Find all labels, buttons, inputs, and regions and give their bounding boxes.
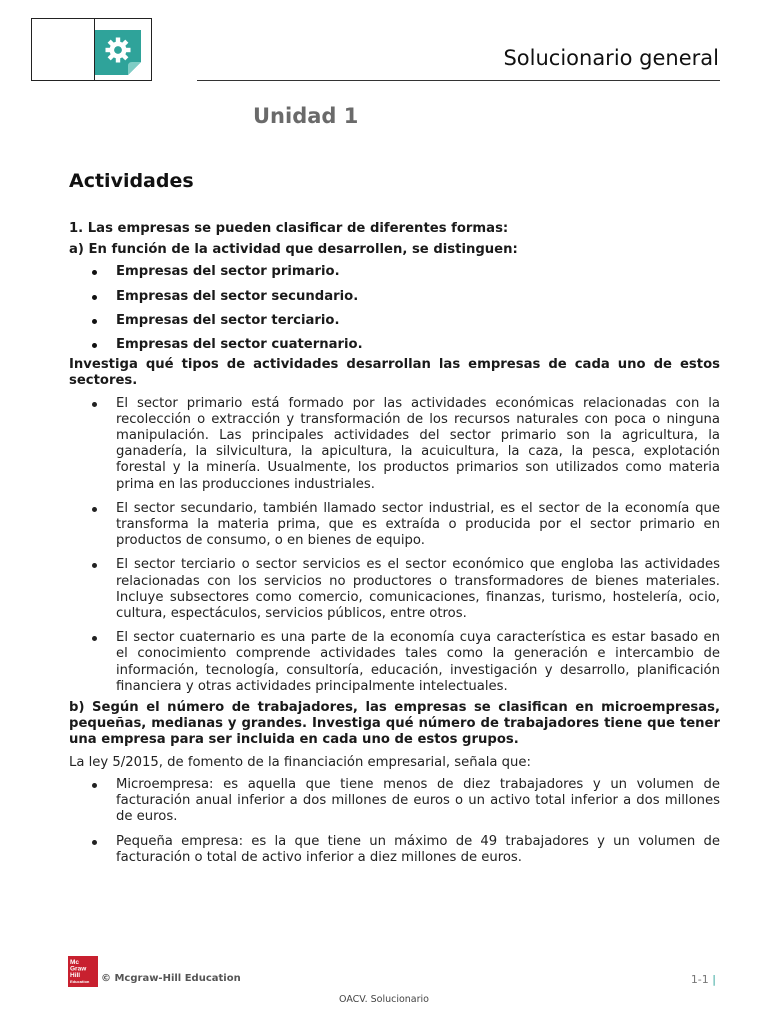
list-item — [69, 834, 720, 866]
bullet-icon — [92, 563, 97, 568]
answer-text: El sector cuaternario es una parte de la economía cuya característica es estar basado en el conocimiento comprende actividades tales como la generación e intercambio de información, tecnología, consultoría, educación, investigación y desarrollo, planificación financiera y otras actividades principalmente intelectuales. — [116, 630, 720, 694]
gear-document-icon — [95, 30, 141, 75]
unit-title: Unidad 1 — [253, 104, 359, 128]
answer-text: El sector secundario, también llamado sector industrial, es el sector de la economía que transforma la materia prima, que es extraída o producida por el sector primario en productos de consumo, o en bienes de equipo. — [116, 500, 720, 549]
question-1-part-a: a) En función de la actividad que desarrollen, se distinguen: — [69, 242, 518, 258]
bullet-icon — [92, 840, 97, 845]
answer-list — [69, 396, 720, 695]
bullet-icon — [92, 402, 97, 407]
footer-center: OACV. Solucionario — [339, 994, 429, 1005]
sector-label: Empresas del sector cuaternario. — [116, 337, 363, 353]
law-intro: La ley 5/2015, de fomento de la financiación empresarial, señala que: — [69, 754, 531, 770]
list-item — [69, 289, 720, 305]
list-item — [69, 337, 720, 353]
bullet-icon — [92, 783, 97, 788]
list-item — [69, 630, 720, 695]
header-rule — [197, 80, 720, 81]
svg-text:Hill: Hill — [70, 972, 81, 979]
list-item — [69, 557, 720, 622]
svg-text:Education: Education — [70, 979, 90, 984]
sector-list — [69, 264, 720, 353]
list-item — [69, 264, 720, 280]
law-item-text: Pequeña empresa: es la que tiene un máximo de 49 trabajadores y un volumen de facturación o total de activo inferior a diez millones de euros. — [116, 833, 720, 865]
investiga-prompt: Investiga qué tipos de actividades desarrollan las empresas de cada uno de estos sectores. — [69, 357, 720, 389]
law-list — [69, 777, 720, 866]
header-title: Solucionario general — [503, 46, 719, 70]
list-item — [69, 777, 720, 826]
bullet-icon — [92, 636, 97, 641]
bullet-icon — [92, 295, 97, 300]
list-item — [69, 313, 720, 329]
bullet-icon — [92, 319, 97, 324]
list-item — [69, 501, 720, 550]
law-item-text: Microempresa: es aquella que tiene menos de diez trabajadores y un volumen de facturación anual inferior a dos millones de euros o un activo total inferior a dos millones de euros. — [116, 776, 720, 825]
bullet-icon — [92, 270, 97, 275]
sector-label: Empresas del sector terciario. — [116, 312, 340, 328]
section-title: Actividades — [69, 170, 194, 192]
bullet-icon — [92, 343, 97, 348]
page-number-text: 1-1 — [690, 973, 709, 986]
page-number-bar: | — [712, 973, 716, 986]
mcgraw-hill-logo — [68, 956, 98, 987]
question-1-part-b: b) Según el número de trabajadores, las empresas se clasifican en microempresas, pequeñas, medianas y grandes. Investiga qué número de trabajadores tiene que tener una empresa para ser incluida en cada uno de estos grupos. — [69, 700, 720, 748]
copyright: © Mcgraw-Hill Education — [101, 973, 241, 984]
answer-text: El sector primario está formado por las actividades económicas relacionadas con la recolección o extracción y transformación de los recursos naturales con poca o ninguna manipulación. Las principales actividades del sector primario son la agricultura, la ganadería, la silvicultura, la apicultura, la acuicultura, la caza, la pesca, explotación forestal y la minería. Usualmente, los productos primarios son utilizados como materia prima en las producciones industriales. — [116, 395, 720, 492]
svg-text:Mc: Mc — [70, 959, 80, 966]
content — [69, 221, 720, 874]
bullet-icon — [92, 507, 97, 512]
question-1-intro: 1. Las empresas se pueden clasificar de diferentes formas: — [69, 221, 509, 236]
header-box — [31, 18, 152, 81]
svg-text:Graw: Graw — [70, 965, 87, 973]
sector-label: Empresas del sector secundario. — [116, 288, 359, 304]
sector-label: Empresas del sector primario. — [116, 264, 340, 280]
answer-text: El sector terciario o sector servicios es el sector económico que engloba las actividades relacionadas con los servicios no productores o transformadores de bienes materiales. Incluye subsectores como comercio, comunicaciones, finanzas, turismo, hostelería, ocio, cultura, espectáculos, servicios públicos, entre otros. — [116, 557, 720, 622]
page-number — [691, 973, 716, 986]
list-item — [69, 396, 720, 493]
